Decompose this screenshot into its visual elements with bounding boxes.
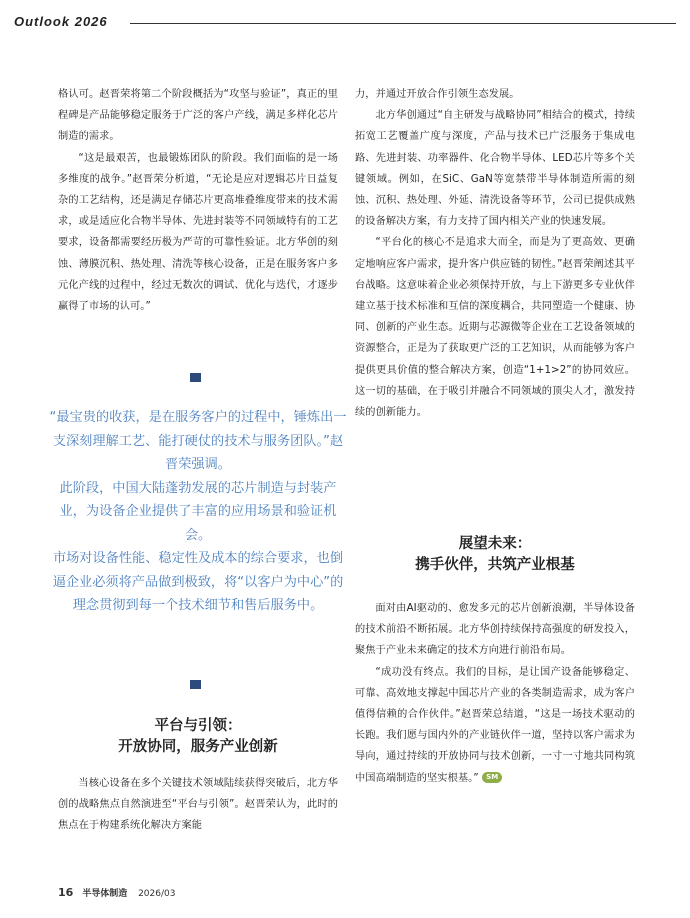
page-footer xyxy=(58,886,175,899)
right-column xyxy=(355,84,635,423)
section-heading-outlook xyxy=(355,534,635,576)
left-column-section xyxy=(58,773,338,837)
heading-line: 携手伙伴，共筑产业根基 xyxy=(415,557,575,573)
right-column-section xyxy=(355,598,635,789)
header-title: Outlook 2026 xyxy=(14,14,108,29)
heading-line: 平台与引领： xyxy=(154,718,242,734)
body-paragraph: “这是最艰苦，也最锻炼团队的阶段。我们面临的是一场多维度的战争。”赵晋荣分析道，“无论是应对逻辑芯片日益复杂的工艺结构，还是满足存储芯片更高堆叠维度带来的技术需求，或是适应化合物半导体、先进封装等不同领域特有的工艺要求，设备都需要经历极为严苛的可靠性验证。北方华创的刻蚀、薄膜沉积、热处理、清洗等核心设备，正是在服务客户多元化产线的过程中，经过无数次的调试、优化与迭代，才逐步赢得了市场的认可。” xyxy=(58,152,338,313)
section-heading-platform xyxy=(58,716,338,758)
pull-quote-line: 市场对设备性能、稳定性及成本的综合要求，也倒逼企业必须将产品做到极致，将“以客户为中心”的理念贯彻到每一个技术细节和售后服务中。 xyxy=(52,551,344,613)
section-square-icon xyxy=(190,373,201,382)
closing-text: “成功没有终点。我们的目标，是让国产设备能够稳定、可靠、高效地支撑起中国芯片产业的各类制造需求，成为客户值得信赖的合作伙伴。”赵晋荣总结道，“这是一场技术驱动的长跑。我们愿与国内外的产业链伙伴一道，坚持以客户需求为导向，通过持续的开放协同与技术创新，一寸一寸地共同构筑中国高端制造的坚实根基。” xyxy=(355,666,635,784)
page-number: 16 xyxy=(58,886,74,899)
body-paragraph: “平台化的核心不是追求大而全，而是为了更高效、更确定地响应客户需求，提升客户供应链的韧性。”赵晋荣阐述其平台战略。这意味着企业必须保持开放，与上下游更多专业伙伴建立基于技术标准和互信的深度耦合，共同塑造一个健康、协同、创新的产业生态。近期与芯源微等企业在工艺设备领域的资源整合，正是为了获取更广泛的工艺知识，从而能够为客户提供更具价值的整合解决方案，创造“1+1>2”的协同效应。这一切的基础，在于吸引并融合不同领域的顶尖人才，激发持续的创新能力。 xyxy=(355,237,635,419)
section-square-icon xyxy=(190,680,201,689)
body-paragraph: 面对由AI驱动的、愈发多元的芯片创新浪潮，半导体设备的技术前沿不断拓展。北方华创持续保持高强度的研发投入，聚焦于产业未来确定的技术方向进行前沿布局。 xyxy=(355,603,635,657)
body-paragraph: 当核心设备在多个关键技术领域陆续获得突破后，北方华创的战略焦点自然演进至“平台与引领”。赵晋荣认为，此时的焦点在于构建系统化解决方案能 xyxy=(58,778,338,832)
body-paragraph xyxy=(355,662,635,789)
magazine-name: 半导体制造 xyxy=(82,889,128,899)
pull-quote-line: “最宝贵的收获，是在服务客户的过程中，锤炼出一支深刻理解工艺、能打硬仗的技术与服务团队。”赵晋荣强调。 xyxy=(49,410,347,472)
issue-date: 2026/03 xyxy=(138,889,176,899)
body-paragraph: 力，并通过开放合作引领生态发展。 xyxy=(355,89,520,100)
left-column xyxy=(58,84,338,317)
pull-quote xyxy=(48,406,348,618)
header-rule xyxy=(130,23,676,24)
pull-quote-line: 此阶段，中国大陆蓬勃发展的芯片制造与封装产业，为设备企业提供了丰富的应用场景和验证机会。 xyxy=(59,480,337,543)
end-badge-icon: SM xyxy=(482,772,502,783)
page-header xyxy=(14,14,676,36)
heading-line: 开放协同，服务产业创新 xyxy=(118,739,278,755)
body-paragraph: 格认可。赵晋荣将第二个阶段概括为“攻坚与验证”，真正的里程碑是产品能够稳定服务于广泛的客户产线，满足多样化芯片制造的需求。 xyxy=(58,89,338,143)
body-paragraph: 北方华创通过“自主研发与战略协同”相结合的模式，持续拓宽工艺覆盖广度与深度，产品与技术已广泛服务于集成电路、先进封装、功率器件、化合物半导体、LED芯片等多个关键领域。例如，在SiC、GaN等宽禁带半导体制造所需的刻蚀、沉积、热处理、外延、清洗设备等环节，公司已提供成熟的设备解决方案，有力支持了国内相关产业的快速发展。 xyxy=(355,110,635,228)
heading-line: 展望未来： xyxy=(458,536,532,552)
